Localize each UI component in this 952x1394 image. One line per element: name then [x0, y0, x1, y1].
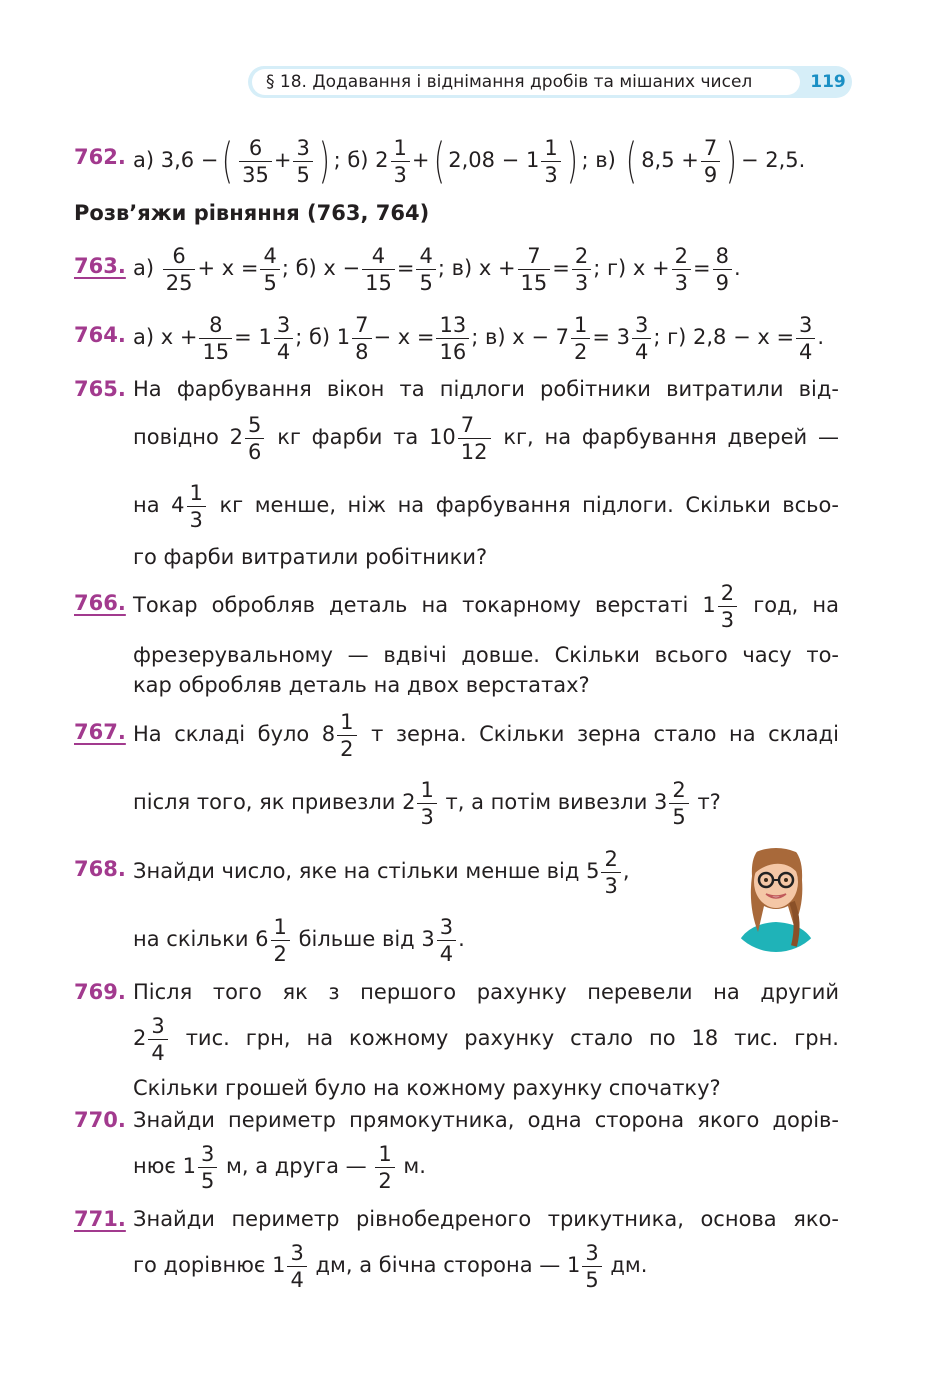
text-line: го фарби витратили робітники? [133, 545, 488, 569]
fraction: $\frac{2}{3}$ [572, 243, 591, 296]
exercise-762 [0, 128, 952, 192]
text-line: повідно 2 $\frac{5}{6}$ кг фарби та 10 $\frac{7}{12}$ кг, на фарбування дверей — [133, 412, 839, 464]
text-line: Знайди периметр рівнобедреного трикутника, основа яко- [133, 1207, 839, 1231]
fraction: $\frac{3}{4}$ [796, 312, 815, 365]
exercise-number: 766. [74, 591, 126, 615]
fraction: $\frac{1}{3}$ [391, 135, 410, 188]
fraction: $\frac{2}{3}$ [601, 846, 620, 899]
section-title: § 18. Додавання і віднімання дробів та мішаних чисел [252, 69, 800, 95]
text-line: Знайди периметр прямокутника, одна сторона якого дорів- [133, 1108, 839, 1132]
exercise-763 [0, 238, 952, 298]
fraction: $\frac{1}{3}$ [417, 777, 436, 830]
fraction: $\frac{1}{2}$ [337, 709, 356, 762]
fraction: $\frac{7}{9}$ [701, 135, 720, 188]
girl-illustration [724, 836, 828, 958]
text-line: Після того як з першого рахунку перевели на другий [133, 980, 839, 1004]
fraction: $\frac{1}{3}$ [541, 135, 560, 188]
fraction: $\frac{4}{5}$ [416, 243, 435, 296]
exercise-770 [0, 1108, 952, 1203]
exercise-number: 770. [74, 1108, 126, 1132]
exercise-number: 768. [74, 857, 126, 881]
fraction: $\frac{3}{4}$ [287, 1240, 306, 1293]
exercise-text: а) $\frac{6}{25}$ + x = $\frac{4}{5}$ ; б) x − $\frac{4}{15}$ = $\frac{4}{5}$ ; в) x + $\frac{7}{15}$ = $\frac{2}{3}$ ; г) x + $\frac{2}{3}$ = $\frac{8}{9}$ . [133, 243, 741, 295]
exercise-number: 763. [74, 254, 126, 278]
fraction: $\frac{4}{15}$ [362, 243, 395, 296]
exercise-767 [0, 704, 952, 834]
exercise-number: 764. [74, 323, 126, 347]
fraction: $\frac{1}{3}$ [187, 480, 206, 533]
exercise-text: а) x + $\frac{8}{15}$ = 1 $\frac{3}{4}$ ; б) 1 $\frac{7}{8}$ − x = $\frac{13}{16}$ ; в) x − 7 $\frac{1}{2}$ = 3 $\frac{3}{4}$ ; г) 2,8 − x = $\frac{3}{4}$ . [133, 312, 825, 364]
exercise-765 [0, 377, 952, 577]
fraction: $\frac{1}{2}$ [271, 914, 290, 967]
text-line: 2 $\frac{3}{4}$ тис. грн, на кожному рахунку стало по 18 тис. грн. [133, 1013, 839, 1065]
exercise-769 [0, 980, 952, 1110]
text-line: на 4 $\frac{1}{3}$ кг менше, ніж на фарбування підлоги. Скільки всьо- [133, 480, 839, 532]
fraction: $\frac{8}{9}$ [713, 243, 732, 296]
fraction: $\frac{6}{25}$ [163, 243, 196, 296]
text-line: на скільки 6 $\frac{1}{2}$ більше від 3 $\frac{3}{4}$ . [133, 914, 465, 966]
exercise-771 [0, 1207, 952, 1302]
fraction: $\frac{13}{16}$ [436, 312, 469, 365]
page-number: 119 [810, 72, 846, 92]
fraction: $\frac{3}{4}$ [437, 914, 456, 967]
text-line: Знайди число, яке на стільки менше від 5 $\frac{2}{3}$ , [133, 846, 630, 898]
exercise-number: 771. [74, 1207, 126, 1231]
exercise-number: 762. [74, 145, 126, 169]
paren-close: ) [318, 133, 330, 189]
exercise-number: 765. [74, 377, 126, 401]
fraction: $\frac{2}{5}$ [669, 777, 688, 830]
exercise-764 [0, 307, 952, 367]
text-line: нює 1 $\frac{3}{5}$ м, а друга — $\frac{1}{2}$ м. [133, 1141, 426, 1193]
text-line: Скільки грошей було на кожному рахунку спочатку? [133, 1076, 721, 1100]
fraction: $\frac{3}{4}$ [632, 312, 651, 365]
fraction: $\frac{3}{5}$ [582, 1240, 601, 1293]
fraction: $\frac{1}{2}$ [375, 1141, 394, 1194]
fraction: $\frac{3}{4}$ [274, 312, 293, 365]
fraction: $\frac{3}{4}$ [148, 1013, 167, 1066]
text-line: фрезерувальному — вдвічі довше. Скільки всього часу то- [133, 643, 839, 667]
fraction: $\frac{2}{3}$ [672, 243, 691, 296]
fraction: $\frac{7}{8}$ [352, 312, 371, 365]
equations-heading-row [0, 201, 952, 231]
fraction: $\frac{6}{35}$ [239, 135, 272, 188]
fraction: $\frac{2}{3}$ [718, 580, 737, 633]
text-line: На складі було 8 $\frac{1}{2}$ т зерна. Скільки зерна стало на складі [133, 709, 839, 761]
exercise-number: 769. [74, 980, 126, 1004]
text-line: На фарбування вікон та підлоги робітники витратили від- [133, 377, 839, 401]
fraction: $\frac{7}{15}$ [518, 243, 551, 296]
fraction: $\frac{7}{12}$ [458, 412, 491, 465]
text-line: го дорівнює 1 $\frac{3}{4}$ дм, а бічна сторона — 1 $\frac{3}{5}$ дм. [133, 1240, 648, 1292]
fraction: $\frac{3}{5}$ [198, 1141, 217, 1194]
text-line: кар обробляв деталь на двох верстатах? [133, 673, 590, 697]
text-line: Токар обробляв деталь на токарному верстаті 1 $\frac{2}{3}$ год, на [133, 580, 839, 632]
fraction: $\frac{5}{6}$ [245, 412, 264, 465]
exercise-text: а) 3,6 −( $\frac{6}{35}$ + $\frac{3}{5}$ ) ; б) 2 $\frac{1}{3}$ +( 2,08 − 1 $\frac{1}{3}$ ) ; в) ( 8,5 + $\frac{7}{9}$ ) − 2,5. [133, 133, 806, 189]
fraction: $\frac{4}{5}$ [260, 243, 279, 296]
paren-open: ( [222, 133, 234, 189]
fraction: $\frac{1}{2}$ [571, 312, 590, 365]
exercise-766 [0, 575, 952, 705]
exercise-number: 767. [74, 720, 126, 744]
section-heading: Розв’яжи рівняння (763, 764) [74, 201, 430, 225]
text-line: після того, як привезли 2 $\frac{1}{3}$ т, а потім вивезли 3 $\frac{2}{5}$ т? [133, 777, 721, 829]
fraction: $\frac{3}{5}$ [293, 135, 312, 188]
fraction: $\frac{8}{15}$ [199, 312, 232, 365]
